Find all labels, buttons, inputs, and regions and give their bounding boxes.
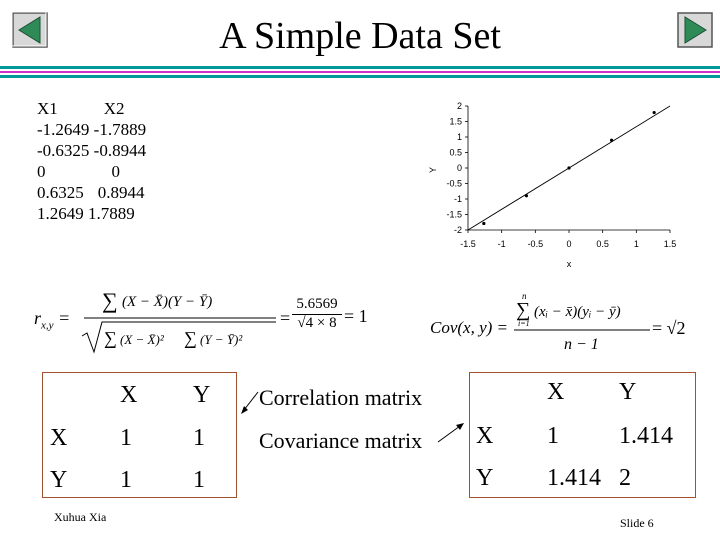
data-point — [567, 166, 570, 169]
sum-upper-limit: n — [522, 291, 527, 301]
corr-formula-fraction — [80, 286, 280, 356]
cell-x1: 1.2649 — [37, 204, 84, 223]
cov-col-header-y: Y — [619, 379, 637, 405]
arrow-right-line — [438, 426, 460, 442]
corr-cell: 1 — [193, 467, 205, 493]
corr-col-header-y: Y — [193, 382, 211, 408]
x-tick-label: 1 — [633, 239, 639, 249]
corr-symbol: r — [34, 308, 42, 328]
corr-cell: 1 — [120, 467, 132, 493]
corr-result-denominator: √4 × 8 — [292, 314, 342, 332]
y-tick-label: -1.5 — [446, 209, 462, 220]
data-row — [37, 161, 146, 182]
scatter-chart — [420, 96, 680, 272]
header-x1: X1 — [37, 99, 58, 118]
matrix-label-arrows-right — [436, 412, 468, 452]
x-tick-label: -0.5 — [527, 239, 544, 249]
cell-x1: 0.6325 — [37, 183, 84, 202]
data-listing — [37, 98, 146, 224]
x-tick-label: 0.5 — [596, 239, 609, 249]
arrow-right-icon — [456, 423, 464, 430]
corr-denominator-2: (Y − Ȳ)² — [200, 332, 243, 347]
sum-symbol: ∑ — [184, 328, 197, 348]
data-point — [525, 194, 528, 197]
title-rule-magenta — [0, 71, 720, 73]
x-tick-label: -1 — [497, 239, 506, 249]
cell-x1: -0.6325 — [37, 141, 90, 160]
footer-slide-number: Slide 6 — [620, 516, 654, 530]
y-tick-label: 2 — [456, 101, 462, 111]
data-header-row — [37, 98, 146, 119]
corr-denominator-1: (X − X̄)² — [120, 332, 164, 347]
corr-row-header-y: Y — [50, 467, 68, 493]
cov-result-value: = √2 — [652, 318, 686, 338]
corr-result-fraction — [292, 296, 342, 332]
covariance-matrix-label: Covariance matrix — [259, 428, 423, 453]
footer-author: Xuhua Xia — [54, 510, 107, 524]
chart-points — [468, 106, 670, 230]
cov-numerator: (xᵢ − x̄)(yᵢ − ȳ) — [534, 304, 621, 320]
equals-sign: = — [280, 308, 291, 328]
x-tick-label: 0 — [566, 239, 572, 249]
corr-formula-lhs: $r_{x,y}$ = — [34, 308, 71, 332]
y-tick-label: 1 — [456, 132, 462, 142]
cell-x1: 0 — [37, 162, 46, 181]
y-tick-label: 1.5 — [449, 116, 462, 127]
y-tick-label: -1 — [453, 194, 462, 204]
y-tick-label: -2 — [453, 225, 462, 235]
cov-cell: 1.414 — [547, 465, 601, 491]
corr-cell: 1 — [193, 425, 205, 451]
slide-title: A Simple Data Set — [219, 15, 501, 57]
cov-col-header-x: X — [547, 379, 565, 405]
header-x2: X2 — [103, 99, 125, 118]
y-tick-label: -0.5 — [446, 178, 462, 189]
data-row — [37, 182, 146, 203]
sum-lower-limit: i=1 — [518, 319, 530, 328]
data-row — [37, 119, 146, 140]
arrow-left-line — [244, 392, 258, 410]
sum-symbol: ∑ — [102, 288, 118, 313]
correlation-matrix-label: Correlation matrix — [259, 385, 423, 410]
cell-x1: -1.2649 — [37, 120, 90, 139]
corr-result-numerator: 5.6569 — [296, 296, 338, 312]
cov-formula-lhs: Cov(x, y) = — [430, 318, 509, 337]
cell-x2: 0.8944 — [97, 183, 145, 202]
cov-row-header-x: X — [476, 423, 494, 449]
x-tick-label: 1.5 — [663, 239, 677, 249]
corr-subscript: x,y — [41, 319, 54, 332]
data-point — [610, 139, 613, 142]
data-row — [37, 140, 146, 161]
y-axis-label: Y — [428, 166, 438, 174]
sum-symbol: ∑ — [516, 299, 531, 321]
x-axis-label: x — [566, 259, 572, 269]
cov-formula-fraction — [512, 290, 652, 354]
corr-cell: 1 — [120, 425, 132, 451]
cov-cell: 1 — [547, 423, 559, 449]
corr-numerator: (X − X̄)(Y − Ȳ) — [122, 294, 213, 310]
cell-x2: 1.7889 — [88, 204, 135, 223]
cov-denominator: n − 1 — [564, 336, 599, 353]
corr-result-value: = 1 — [344, 306, 368, 326]
data-point — [653, 111, 656, 114]
y-tick-label: 0 — [456, 163, 462, 173]
corr-row-header-x: X — [50, 425, 68, 451]
sum-symbol: ∑ — [104, 328, 117, 348]
data-row — [37, 203, 146, 224]
cov-row-header-y: Y — [476, 465, 494, 491]
cell-x2: 0 — [111, 162, 120, 181]
arrow-left-icon — [241, 406, 248, 414]
cell-x2: -0.8944 — [93, 141, 147, 160]
title-rule-teal — [0, 66, 720, 69]
cov-cell: 1.414 — [619, 423, 673, 449]
x-tick-label: -1.5 — [460, 239, 476, 249]
cov-cell: 2 — [619, 465, 631, 491]
corr-col-header-x: X — [120, 382, 138, 408]
y-tick-label: 0.5 — [449, 147, 462, 158]
title-rule-teal-2 — [0, 75, 720, 78]
cell-x2: -1.7889 — [93, 120, 147, 139]
data-point — [482, 222, 485, 225]
